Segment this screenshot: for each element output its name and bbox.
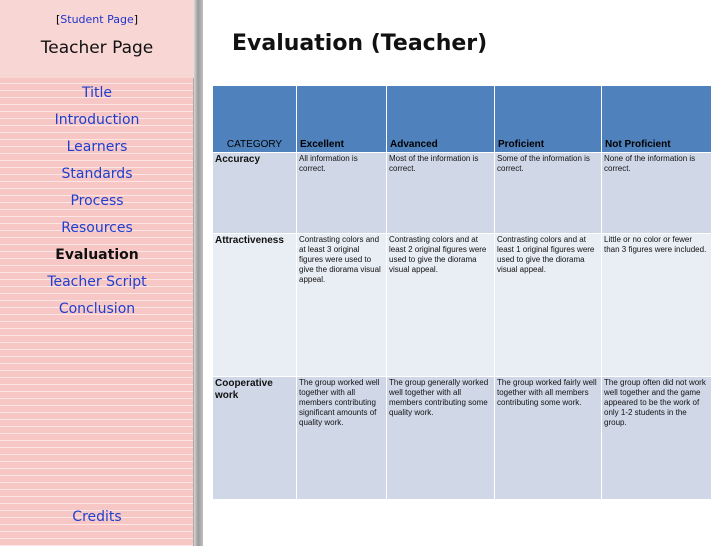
- table-cell: Most of the information is correct.: [387, 153, 495, 234]
- header-advanced: Advanced: [387, 86, 495, 153]
- nav-item-resources[interactable]: Resources: [61, 220, 133, 236]
- header-excellent: Excellent: [297, 86, 387, 153]
- header-proficient: Proficient: [495, 86, 602, 153]
- table-cell: Some of the information is correct.: [495, 153, 602, 234]
- table-cell: The group generally worked well together with all members contributing some quality work.: [387, 377, 495, 500]
- nav-item-learners[interactable]: Learners: [66, 139, 128, 155]
- sidebar-nav: [0, 83, 194, 326]
- student-page-link-wrapper: [Student Page]: [55, 13, 139, 26]
- nav-item-credits[interactable]: Credits: [72, 509, 122, 525]
- row-category: Accuracy: [213, 153, 297, 234]
- table-row: [213, 377, 712, 500]
- table-cell: Contrasting colors and at least 1 original figures were used to give the diorama visual appeal.: [495, 234, 602, 377]
- rubric-table: [212, 85, 712, 500]
- row-category: Cooperative work: [213, 377, 297, 500]
- nav-item-introduction[interactable]: Introduction: [54, 112, 140, 128]
- table-cell: Contrasting colors and at least 3 original figures were used to give the diorama visual appeal.: [297, 234, 387, 377]
- table-cell: Contrasting colors and at least 2 original figures were used to give the diorama visual appeal.: [387, 234, 495, 377]
- table-cell: None of the information is correct.: [602, 153, 712, 234]
- nav-item-process[interactable]: Process: [70, 193, 124, 209]
- table-cell: Little or no color or fewer than 3 figures were included.: [602, 234, 712, 377]
- nav-item-standards[interactable]: Standards: [61, 166, 133, 182]
- table-cell: The group worked well together with all members contributing significant amounts of quality work.: [297, 377, 387, 500]
- nav-item-teacher-script[interactable]: Teacher Script: [47, 274, 147, 290]
- table-row: [213, 234, 712, 377]
- sidebar-divider: [194, 0, 203, 546]
- rubric-header-row: [213, 86, 712, 153]
- rubric-table-container: [212, 85, 711, 500]
- header-category: CATEGORY: [213, 86, 297, 153]
- row-category: Attractiveness: [213, 234, 297, 377]
- sidebar: [0, 0, 194, 546]
- nav-item-evaluation: Evaluation: [55, 247, 139, 263]
- table-cell: The group often did not work well together and the game appeared to be the work of only 1-2 students in the group.: [602, 377, 712, 500]
- student-page-link[interactable]: Student Page: [60, 13, 134, 26]
- header-not-proficient: Not Proficient: [602, 86, 712, 153]
- nav-item-conclusion[interactable]: Conclusion: [58, 301, 136, 317]
- table-cell: All information is correct.: [297, 153, 387, 234]
- teacher-page-title: Teacher Page: [40, 38, 154, 58]
- nav-item-title[interactable]: Title: [81, 85, 112, 101]
- table-row: [213, 153, 712, 234]
- page-title: Evaluation (Teacher): [232, 31, 488, 56]
- table-cell: The group worked fairly well together with all members contributing some work.: [495, 377, 602, 500]
